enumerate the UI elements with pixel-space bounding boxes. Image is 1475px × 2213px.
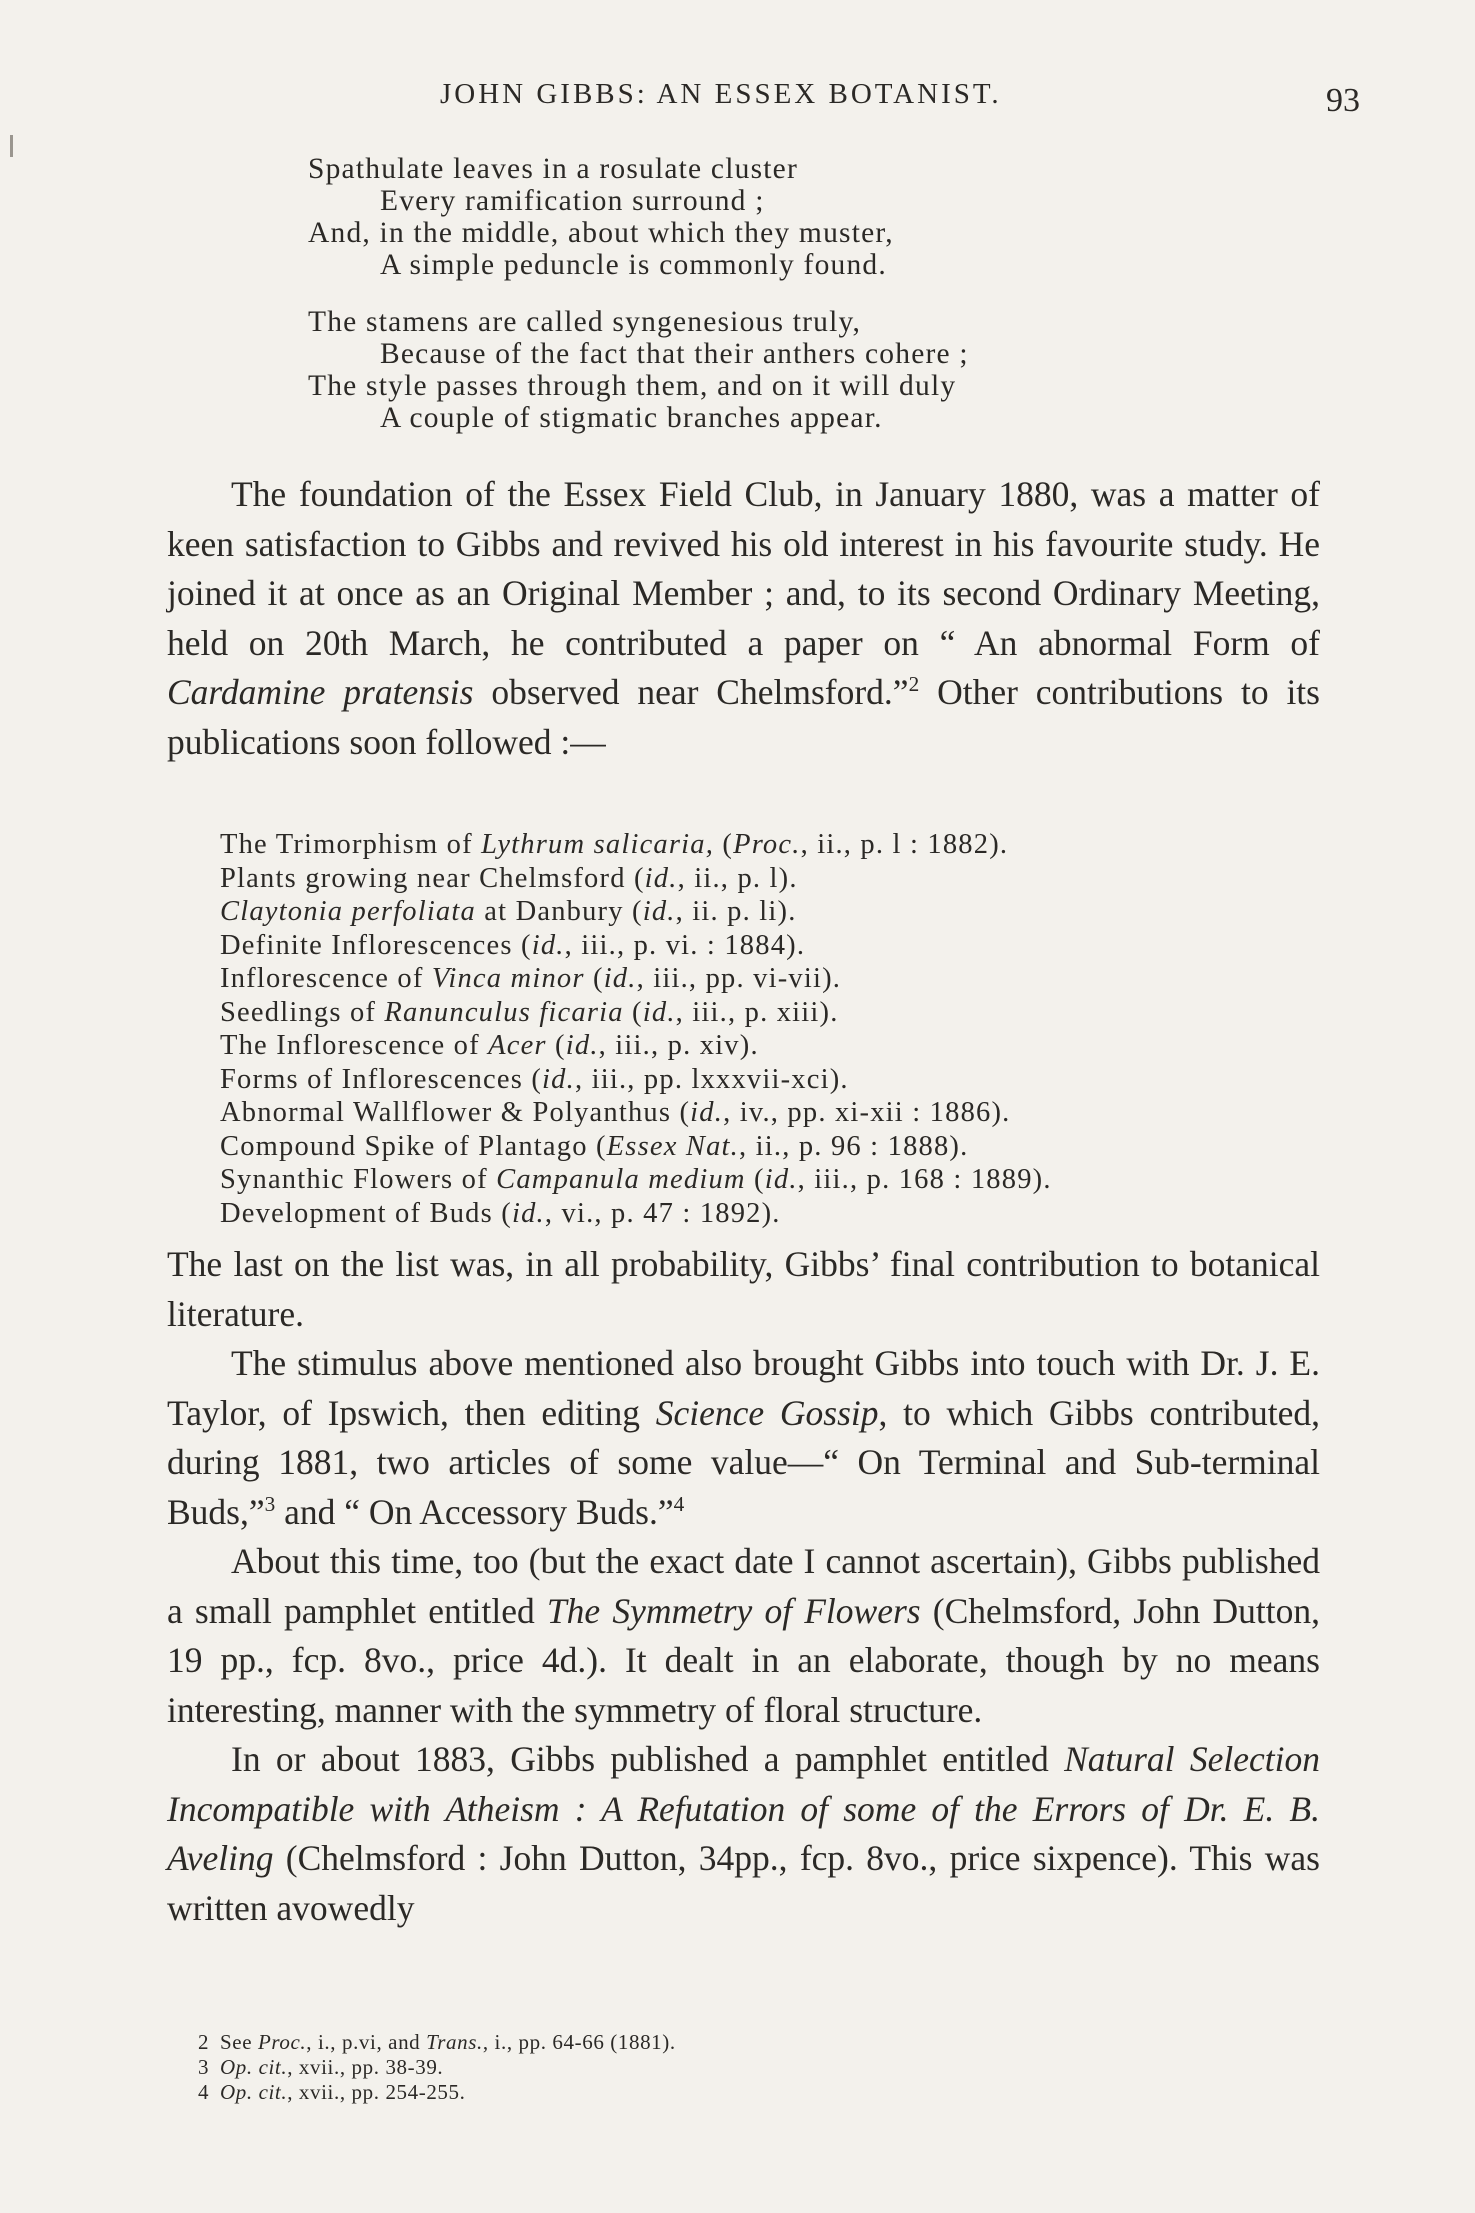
footnote: [198, 2080, 676, 2105]
text-run: (: [546, 1030, 566, 1061]
poem-line: A couple of stigmatic branches appear.: [380, 402, 883, 434]
footnotes: [198, 2030, 676, 2105]
text-run: (Chelmsford, John Dutton, 19 pp., fcp. 8vo., price 4d.). It dealt in an elaborate, though by no means interesting, manner with the symmetry of floral structure.: [167, 1590, 1320, 1730]
italic-text: Acer: [488, 1030, 547, 1061]
text-run: , iii., p. vi. : 1884).: [564, 929, 806, 961]
text-run: , xvii., pp. 254-255.: [287, 2080, 466, 2104]
species-name: Cardamine pratensis: [167, 672, 474, 712]
poem-line: And, in the middle, about which they muster,: [308, 217, 894, 249]
poem-line: The stamens are called syngenesious truly,: [308, 306, 862, 338]
italic-text: id.: [764, 1164, 798, 1195]
text-run: , iii., p. xiv).: [598, 1030, 759, 1061]
italic-text: id.: [642, 896, 676, 927]
text-run: (Chelmsford : John Dutton, 34pp., fcp. 8vo., price sixpence). This was written avowedly: [167, 1838, 1320, 1928]
text-run: Seedlings of: [220, 996, 385, 1028]
text-run: (: [714, 829, 734, 860]
text-run: (: [623, 996, 643, 1028]
poem-line: The style passes through them, and on it will duly: [308, 370, 957, 402]
text-run: , vi., p. 47 : 1892).: [544, 1197, 781, 1229]
contribution-item: [220, 1163, 1052, 1197]
poem-stanza-2: [308, 306, 969, 434]
footnote-ref-4: 4: [673, 1491, 685, 1516]
contribution-item: [220, 862, 1052, 896]
footnote-number: 2: [198, 2030, 210, 2054]
text-run: , iii., p. xiii).: [675, 996, 839, 1028]
text-run: , ii. p. li).: [675, 896, 797, 927]
text-run: observed near Chelmsford.”: [473, 672, 909, 712]
text-run: Other contributions to its publications soon followed :—: [167, 672, 1320, 762]
text-run: , i., pp. 64-66 (1881).: [482, 2030, 676, 2054]
italic-text: id.: [603, 963, 637, 994]
text-run: Definite Inflorescences (: [220, 929, 532, 961]
text-run: and “ On Accessory Buds.”: [275, 1491, 674, 1532]
text-run: The Trimorphism of: [220, 829, 482, 860]
italic-text: id.: [511, 1197, 545, 1229]
italic-text: id.: [642, 996, 676, 1028]
text-run: , ii., p. l : 1882).: [800, 829, 1009, 860]
text-run: Forms of Inflorescences (: [220, 1063, 543, 1095]
italic-text: Op. cit.: [220, 2055, 288, 2079]
footnote: [198, 2030, 676, 2055]
paragraph: [167, 1339, 1320, 1537]
italic-text: Campanula medium: [496, 1164, 746, 1195]
page-header: [160, 78, 1360, 128]
italic-text: Proc.: [733, 829, 801, 860]
paragraph: [167, 470, 1320, 767]
publication-title: Natural Selection Incompatible with Atheism : A Refutation of some of the Errors of Dr. E. B. Aveling: [167, 1739, 1320, 1878]
text-run: Compound Spike of Plantago (: [220, 1130, 607, 1162]
text-run: , iii., pp. vi-vii).: [636, 963, 842, 994]
contribution-item: [220, 1063, 1052, 1097]
poem-line: A simple peduncle is commonly found.: [380, 249, 887, 281]
poem-line: Spathulate leaves in a rosulate cluster: [308, 153, 798, 185]
running-head: JOHN GIBBS: AN ESSEX BOTANIST.: [440, 78, 1002, 110]
text-run: Abnormal Wallflower & Polyanthus (: [220, 1097, 691, 1128]
scan-edge-mark: [10, 135, 13, 157]
text-run: (: [584, 963, 604, 994]
body-text-continued: [167, 1240, 1320, 1933]
text-run: , to which Gibbs contributed, during 1881, two articles of some value—“ On Terminal and Sub-terminal Buds,”: [167, 1392, 1320, 1532]
text-run: at Danbury (: [475, 896, 643, 927]
text-run: , i., p.vi, and: [306, 2030, 427, 2054]
body-paragraph-field-club: [167, 470, 1320, 767]
contributions-list: [220, 828, 1052, 1230]
text-run: , iv., pp. xi-xii : 1886).: [723, 1097, 1011, 1128]
text-run: (: [745, 1164, 765, 1195]
italic-text: id.: [690, 1097, 724, 1128]
contribution-item: [220, 1197, 1052, 1231]
italic-text: id.: [542, 1063, 575, 1095]
italic-text: Trans.: [426, 2030, 483, 2054]
text-run: , ii., p. 96 : 1888).: [739, 1130, 969, 1162]
text-run: See: [220, 2030, 258, 2054]
contribution-item: [220, 1096, 1052, 1130]
poem: [308, 153, 969, 459]
publication-title: Science Gossip: [655, 1392, 879, 1433]
text-run: The Inflorescence of: [220, 1030, 489, 1061]
text-run: , xvii., pp. 38-39.: [287, 2055, 444, 2079]
contribution-item: [220, 996, 1052, 1030]
publication-title: The Symmetry of Flowers: [546, 1590, 921, 1631]
text-run: , iii., pp. lxxxvii-xci).: [574, 1063, 849, 1095]
text-run: Inflorescence of: [220, 963, 432, 994]
page-number: 93: [1326, 82, 1360, 119]
poem-line: Every ramification surround ;: [380, 185, 765, 217]
text-run: About this time, too (but the exact date I cannot ascertain), Gibbs published a small pamphlet entitled: [167, 1541, 1320, 1631]
contribution-item: [220, 962, 1052, 996]
text-run: The stimulus above mentioned also brought Gibbs into touch with Dr. J. E. Taylor, of Ipswich, then editing: [167, 1343, 1320, 1433]
footnote-ref-3: 3: [264, 1491, 276, 1516]
contribution-item: [220, 895, 1052, 929]
text-run: Development of Buds (: [220, 1197, 512, 1229]
text-run: , ii., p. l).: [677, 862, 798, 894]
italic-text: Proc.: [257, 2030, 307, 2054]
text-run: The last on the list was, in all probability, Gibbs’ final contribution to botanical literature.: [167, 1244, 1320, 1334]
contribution-item: [220, 1130, 1052, 1164]
italic-text: Vinca minor: [431, 963, 585, 994]
italic-text: Ranunculus ficaria: [384, 996, 624, 1028]
contribution-item: [220, 828, 1052, 862]
poem-stanza-1: [308, 153, 969, 281]
paragraph: [167, 1240, 1320, 1339]
footnote: [198, 2055, 676, 2080]
italic-text: Op. cit.: [220, 2080, 288, 2104]
footnote-ref-2: 2: [908, 672, 920, 697]
italic-text: id.: [644, 862, 678, 894]
italic-text: id.: [531, 929, 565, 961]
italic-text: id.: [565, 1030, 599, 1061]
poem-line: Because of the fact that their anthers cohere ;: [380, 338, 969, 370]
italic-text: Lythrum salicaria,: [481, 829, 715, 860]
text-run: In or about 1883, Gibbs published a pamphlet entitled: [231, 1739, 1065, 1779]
paragraph: [167, 1735, 1320, 1933]
paragraph: [167, 1537, 1320, 1735]
text-run: Plants growing near Chelmsford (: [220, 862, 645, 894]
contribution-item: [220, 1029, 1052, 1063]
footnote-number: 3: [198, 2055, 210, 2079]
text-run: Synanthic Flowers of: [220, 1164, 497, 1195]
italic-text: Essex Nat.: [606, 1130, 739, 1162]
text-run: The foundation of the Essex Field Club, in January 1880, was a matter of keen satisfaction to Gibbs and revived his old interest in his favourite study. He joined it at once as an Original Member ; and, to its second Ordinary Meeting, held on 20th March, he contributed a paper on “ An abnormal Form of: [167, 474, 1320, 663]
italic-text: Claytonia perfoliata: [220, 896, 476, 927]
footnote-number: 4: [198, 2080, 210, 2104]
contribution-item: [220, 929, 1052, 963]
text-run: , iii., p. 168 : 1889).: [797, 1164, 1052, 1195]
